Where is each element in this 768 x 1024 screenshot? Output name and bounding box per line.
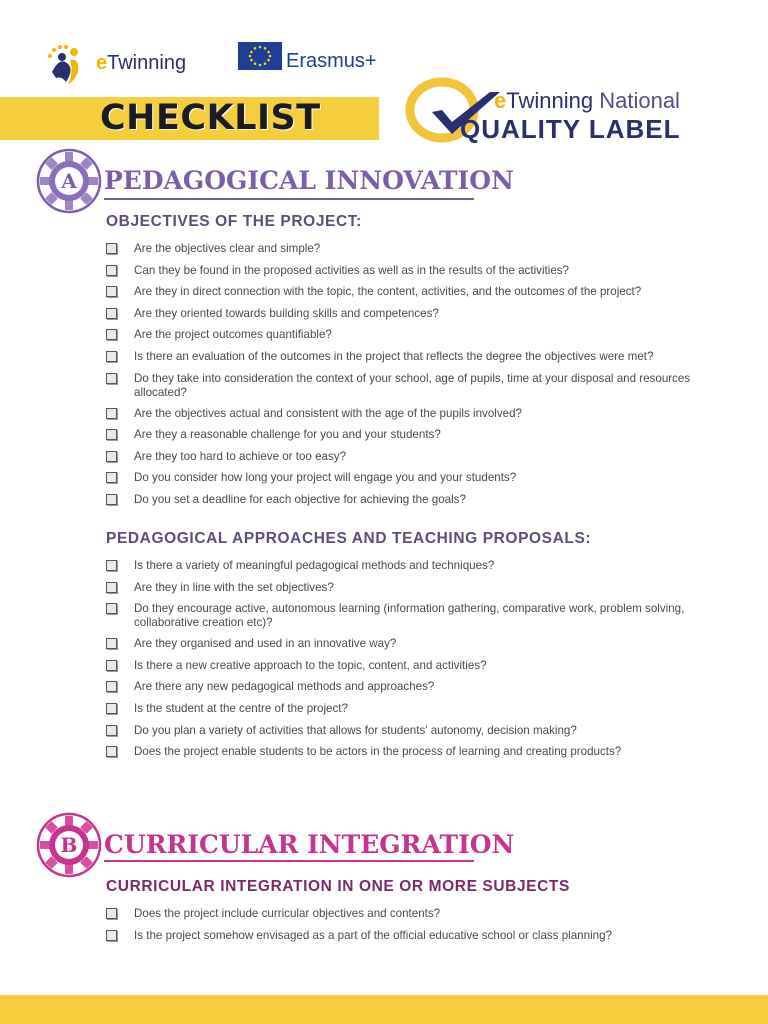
checklist-item [106, 659, 726, 673]
section-b-letter: B [60, 833, 78, 857]
section-b-divider [104, 860, 474, 862]
etwinning-people-icon [44, 42, 94, 86]
checklist-item [106, 745, 726, 759]
checklist-item-text: Does the project enable students to be actors in the process of learning and creating products? [134, 745, 622, 759]
checklist-item-text: Is there a variety of meaningful pedagogical methods and techniques? [134, 559, 495, 572]
group-heading-curricular: CURRICULAR INTEGRATION IN ONE OR MORE SUBJECTS [106, 878, 570, 895]
checkbox[interactable] [106, 560, 117, 571]
checkbox[interactable] [106, 286, 117, 297]
checklist-item-text: Do you consider how long your project will engage you and your students? [134, 471, 517, 485]
section-a-divider [104, 198, 474, 200]
checklist-item [106, 724, 726, 738]
checklist-item-text: Does the project include curricular objectives and contents? [134, 907, 441, 920]
checklist-item-text: Are the project outcomes quantifiable? [134, 328, 332, 342]
checkbox[interactable] [106, 494, 117, 505]
section-a-gear-icon [36, 148, 102, 214]
etwinning-wordmark: eTwinning [96, 52, 187, 74]
checklist-item-text: Is the student at the centre of the project? [134, 701, 348, 715]
checklist-item-text: Is there a new creative approach to the topic, content, and activities? [134, 658, 487, 672]
checklist-curricular [106, 907, 726, 950]
erasmus-wordmark: Erasmus+ [286, 50, 377, 72]
checkbox[interactable] [106, 373, 117, 384]
checklist-item-text: Are they organised and used in an innovative way? [134, 637, 397, 651]
checklist-item [106, 559, 726, 573]
checkbox[interactable] [106, 451, 117, 462]
checklist-item-text: Is the project somehow envisaged as a part of the official educative school or class planning? [134, 928, 612, 942]
section-a-letter: A [61, 169, 77, 193]
checklist-item-text: Are they in line with the set objectives? [134, 580, 334, 594]
checkbox[interactable] [106, 329, 117, 340]
checklist-item-text: Are they a reasonable challenge for you and your students? [134, 428, 441, 442]
eu-flag-icon [238, 42, 282, 70]
checklist-approaches [106, 559, 726, 767]
checklist-item [106, 907, 726, 921]
section-b-gear-icon [36, 812, 102, 878]
group-heading-objectives: OBJECTIVES OF THE PROJECT: [106, 213, 362, 230]
checkbox[interactable] [106, 660, 117, 671]
checklist-item [106, 407, 726, 421]
checklist-item-text: Are there any new pedagogical methods and approaches? [134, 680, 435, 694]
checkbox[interactable] [106, 582, 117, 593]
checklist-item-text: Can they be found in the proposed activities as well as in the results of the activities? [134, 263, 570, 277]
checklist-item [106, 493, 726, 507]
checklist-item-text: Are the objectives clear and simple? [134, 242, 321, 255]
checkbox[interactable] [106, 243, 117, 254]
checkbox[interactable] [106, 638, 117, 649]
checkbox[interactable] [106, 725, 117, 736]
checklist-item-text: Are they too hard to achieve or too easy? [134, 449, 347, 463]
erasmus-logo [238, 42, 388, 76]
checklist-item [106, 307, 726, 321]
checklist-item [106, 702, 726, 716]
checklist-item [106, 450, 726, 464]
checklist-objectives [106, 242, 726, 515]
section-a-title: PEDAGOGICAL INNOVATION [104, 166, 514, 195]
page-title: CHECKLIST [100, 98, 321, 138]
checklist-item [106, 637, 726, 651]
checkbox[interactable] [106, 408, 117, 419]
checklist-item-text: Do they encourage active, autonomous learning (information gathering, comparative work, problem solving, collaborative creation etc)? [134, 602, 685, 630]
checklist-item [106, 602, 726, 630]
checklist-item [106, 285, 726, 299]
quality-label-line2: QUALITY LABEL [460, 114, 681, 144]
checkbox[interactable] [106, 472, 117, 483]
checklist-item-text: Do they take into consideration the context of your school, age of pupils, time at your disposal and resources allocated? [134, 371, 691, 399]
checkbox[interactable] [106, 603, 117, 614]
checklist-item [106, 242, 726, 256]
checkbox[interactable] [106, 429, 117, 440]
etwinning-logo [44, 42, 204, 86]
checkbox[interactable] [106, 265, 117, 276]
checklist-item-text: Is there an evaluation of the outcomes in the project that reflects the degree the objectives were met? [134, 349, 654, 363]
checkbox[interactable] [106, 908, 117, 919]
checklist-item [106, 350, 726, 364]
checkbox[interactable] [106, 308, 117, 319]
checklist-item-text: Are they in direct connection with the topic, the content, activities, and the outcomes of the project? [134, 285, 642, 299]
checklist-item [106, 372, 726, 400]
checkbox[interactable] [106, 746, 117, 757]
quality-label-logo [404, 74, 734, 144]
checkbox[interactable] [106, 930, 117, 941]
checklist-item-text: Are they oriented towards building skills and competences? [134, 306, 439, 320]
group-heading-approaches: PEDAGOGICAL APPROACHES AND TEACHING PROPOSALS: [106, 530, 592, 547]
quality-label-line1: eTwinning National [494, 88, 680, 113]
checklist-item [106, 264, 726, 278]
checklist-item [106, 428, 726, 442]
checkbox[interactable] [106, 703, 117, 714]
checklist-item [106, 471, 726, 485]
checkbox[interactable] [106, 351, 117, 362]
checkbox[interactable] [106, 681, 117, 692]
checklist-item [106, 328, 726, 342]
checklist-item-text: Do you plan a variety of activities that allows for students' autonomy, decision making? [134, 723, 577, 737]
section-b-title: CURRICULAR INTEGRATION [104, 830, 515, 859]
checklist-item-text: Do you set a deadline for each objective for achieving the goals? [134, 492, 466, 506]
checklist-item-text: Are the objectives actual and consistent with the age of the pupils involved? [134, 406, 522, 420]
checklist-item [106, 680, 726, 694]
checklist-item [106, 581, 726, 595]
checklist-item [106, 929, 726, 943]
footer-band [0, 995, 768, 1024]
